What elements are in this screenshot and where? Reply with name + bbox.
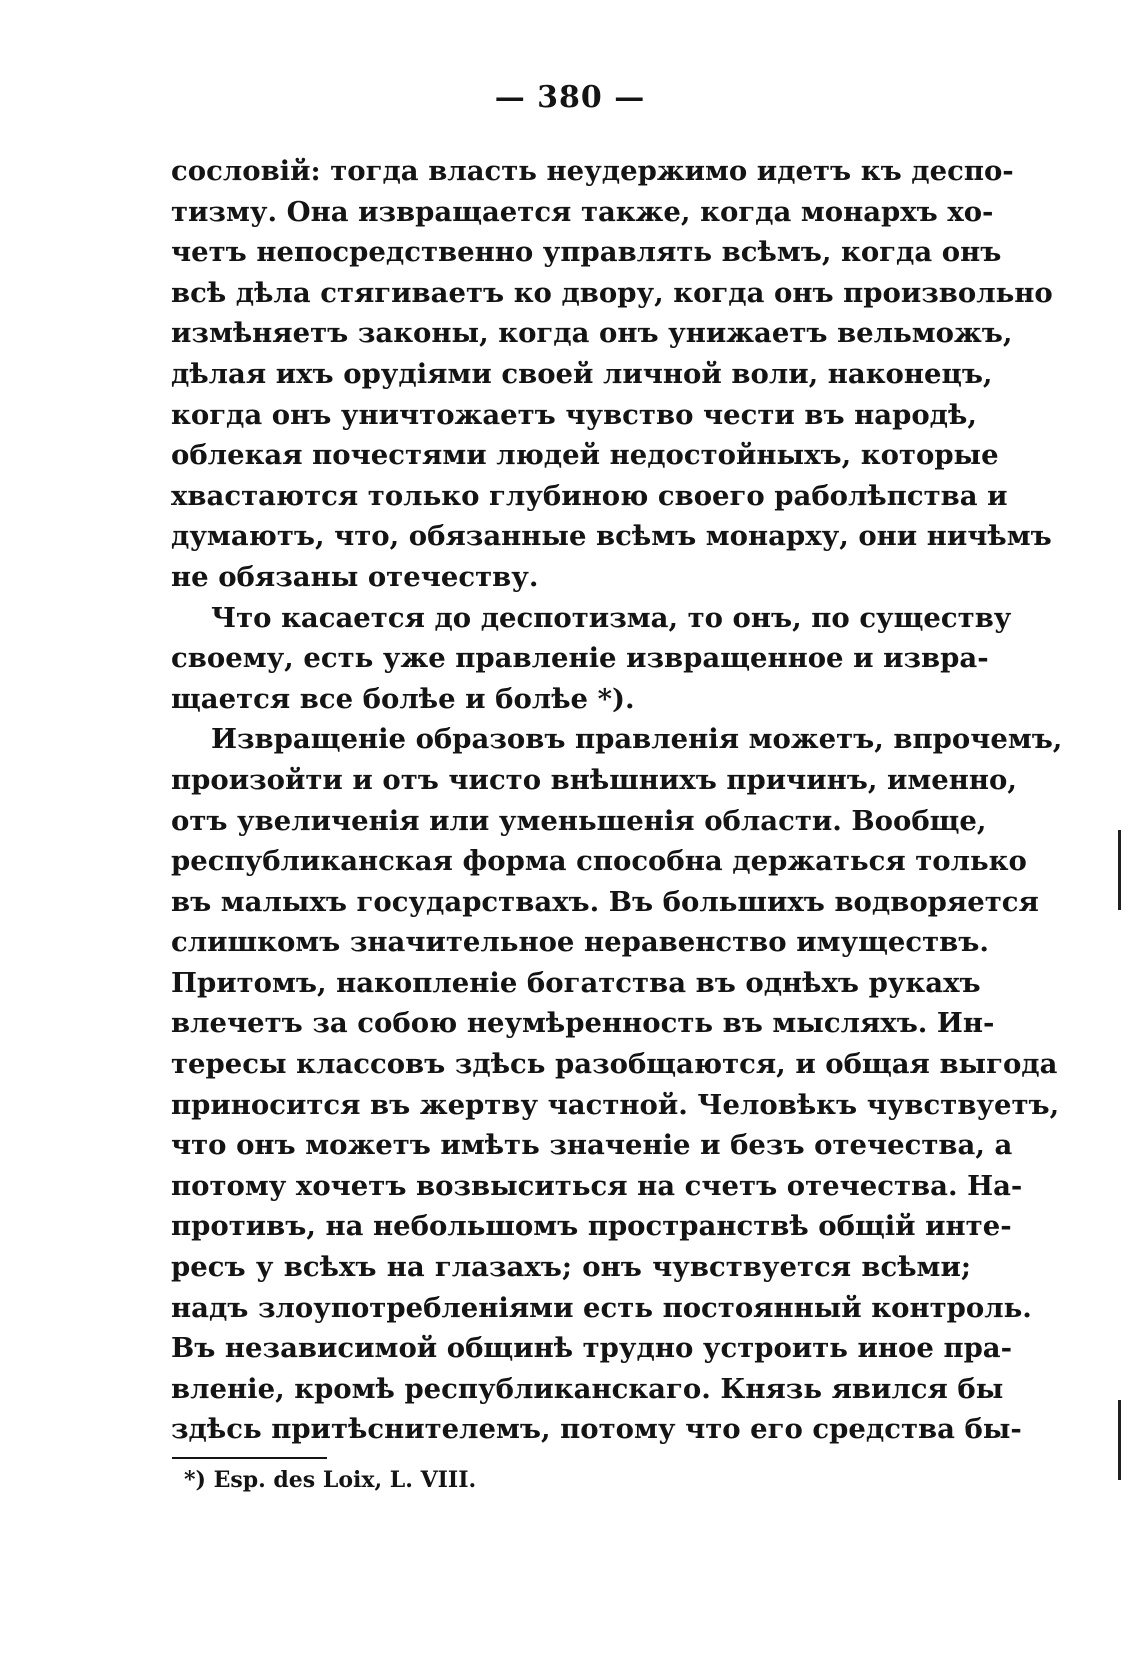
- text-line: измѣняетъ законы, когда онъ унижаетъ вельможъ,: [171, 317, 1013, 350]
- text-line: противъ, на небольшомъ пространствѣ общій инте-: [171, 1210, 1012, 1243]
- paragraph-2: [171, 598, 1012, 720]
- page-number: — 380 —: [494, 80, 646, 115]
- body-text: [171, 151, 1063, 1450]
- text-line: слишкомъ значительное неравенство имуществъ.: [171, 926, 989, 959]
- text-line: облекая почестями людей недостойныхъ, которые: [171, 439, 999, 472]
- text-line: своему, есть уже правленіе извращенное и извра-: [171, 642, 989, 675]
- text-line: Въ независимой общинѣ трудно устроить иное пра-: [171, 1332, 1013, 1365]
- text-line: что онъ можетъ имѣть значеніе и безъ отечества, а: [171, 1129, 1013, 1162]
- scan-margin-mark: [1118, 1400, 1121, 1480]
- text-line: произойти и отъ чисто внѣшнихъ причинъ, именно,: [171, 763, 1017, 796]
- text-line: Что касается до деспотизма, то онъ, по существу: [211, 601, 1012, 634]
- text-line: когда онъ уничтожаетъ чувство чести въ народѣ,: [171, 398, 977, 431]
- footnote: *) Esp. des Loix, L. VIII.: [184, 1467, 477, 1493]
- text-line: республиканская форма способна держаться только: [171, 845, 1027, 878]
- text-line: сословій: тогда власть неудержимо идетъ къ деспо-: [171, 155, 1014, 187]
- text-line: дѣлая ихъ орудіями своей личной воли, наконецъ,: [171, 357, 993, 390]
- text-line: вленіе, кромѣ республиканскаго. Князь явился бы: [171, 1372, 1004, 1405]
- text-line: влечетъ за собою неумѣренность въ мысляхъ. Ин-: [171, 1007, 995, 1040]
- text-line: всѣ дѣла стягиваетъ ко двору, когда онъ произвольно: [171, 276, 1053, 309]
- text-line: ресъ у всѣхъ на глазахъ; онъ чувствуется всѣми;: [171, 1251, 971, 1284]
- paragraph-3: [171, 719, 1063, 1450]
- text-line: надъ злоупотребленіями есть постоянный контроль.: [171, 1291, 1032, 1324]
- text-line: Извращеніе образовъ правленія можетъ, впрочемъ,: [211, 723, 1063, 756]
- text-line: потому хочетъ возвыситься на счетъ отечества. На-: [171, 1169, 1023, 1202]
- text-line: Притомъ, накопленіе богатства въ однѣхъ рукахъ: [171, 966, 981, 999]
- text-line: здѣсь притѣснителемъ, потому что его средства бы-: [171, 1413, 1022, 1446]
- text-line: тизму. Она извращается также, когда монархъ хо-: [171, 195, 994, 228]
- scan-margin-mark: [1118, 830, 1121, 910]
- text-line: приносится въ жертву частной. Человѣкъ чувствуетъ,: [171, 1088, 1060, 1121]
- text-line: въ малыхъ государствахъ. Въ большихъ водворяется: [171, 885, 1039, 918]
- text-line: тересы классовъ здѣсь разобщаются, и общая выгода: [171, 1048, 1058, 1081]
- text-line: думаютъ, что, обязанные всѣмъ монарху, они ничѣмъ: [171, 520, 1052, 553]
- text-line: хвастаются только глубиною своего раболѣпства и: [171, 479, 1008, 512]
- footnote-divider: [172, 1457, 327, 1459]
- text-line: четъ непосредственно управлять всѣмъ, когда онъ: [171, 236, 1002, 269]
- text-line: не обязаны отечеству.: [171, 560, 539, 593]
- paragraph-1: [171, 151, 1053, 598]
- text-line: щается все болѣе и болѣе *).: [171, 682, 635, 715]
- text-line: отъ увеличенія или уменьшенія области. Вообще,: [171, 804, 987, 837]
